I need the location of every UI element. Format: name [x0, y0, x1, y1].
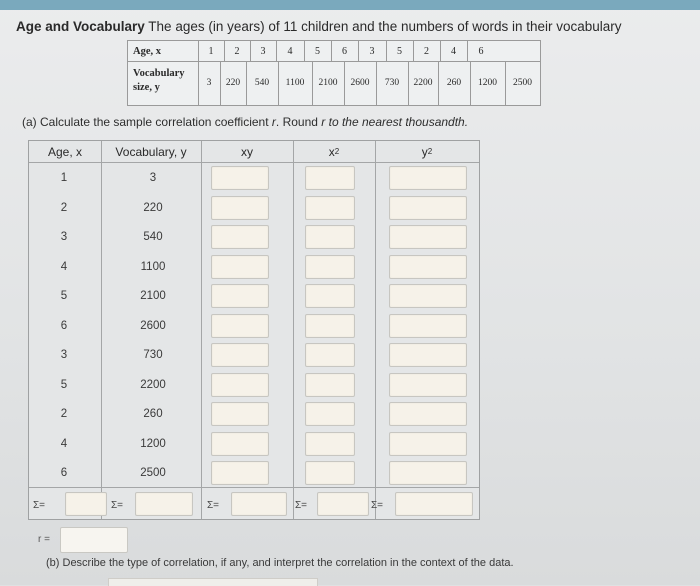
- vocab-cell: 1200: [140, 437, 166, 450]
- r-label: r =: [38, 534, 50, 545]
- vocab-cell: 2600: [140, 319, 166, 332]
- age-row-label: Age, x: [133, 46, 161, 57]
- age-cell: 1: [60, 172, 68, 184]
- age-value: 2: [424, 46, 429, 57]
- sum-y-squared-label: Σ=: [371, 500, 384, 511]
- age-cell: 4: [60, 437, 68, 450]
- sum-x-input[interactable]: [65, 492, 107, 516]
- sum-y-input[interactable]: [135, 492, 193, 516]
- col-divider: [101, 141, 102, 519]
- vocab-row-label-line2: size, y: [133, 82, 160, 93]
- vocab-cell: 220: [143, 201, 163, 214]
- age-value: 1: [208, 46, 214, 57]
- age-cell: 6: [60, 319, 68, 332]
- top-bar: [0, 0, 700, 10]
- vocab-cell: 2200: [140, 378, 166, 391]
- x-squared-input[interactable]: [305, 373, 355, 397]
- sum-y-label: Σ=: [111, 500, 124, 511]
- age-cell: 5: [60, 290, 68, 302]
- age-cell: 2: [60, 201, 68, 214]
- sum-xy-input[interactable]: [231, 492, 287, 516]
- y-squared-input[interactable]: [389, 373, 467, 397]
- vocab-value: 2200: [413, 78, 433, 88]
- vocab-cell: 1100: [140, 260, 166, 273]
- vocab-value: 2100: [318, 78, 338, 88]
- y-squared-input[interactable]: [389, 314, 467, 338]
- xy-input[interactable]: [211, 196, 269, 220]
- work-table: [28, 140, 480, 520]
- y-squared-input[interactable]: [389, 225, 467, 249]
- xy-input[interactable]: [211, 343, 269, 367]
- vocab-value: 540: [254, 78, 270, 88]
- y-squared-input[interactable]: [389, 461, 467, 485]
- question-a-prefix: (a) Calculate the sample correlation coefficient: [22, 115, 272, 129]
- age-value: 3: [369, 46, 375, 57]
- vocab-cell: 3: [149, 172, 157, 184]
- vocab-value: 2600: [350, 78, 370, 88]
- vocab-value: 2500: [513, 78, 532, 88]
- header-xy: xy: [241, 144, 253, 159]
- question-a-r2: r: [321, 115, 326, 129]
- header-vocabulary: Vocabulary, y: [115, 144, 187, 159]
- vocab-value: 1200: [478, 78, 497, 88]
- header-x-squared: [293, 141, 375, 162]
- xy-input[interactable]: [211, 166, 269, 190]
- age-cell: 4: [60, 260, 68, 273]
- question-a-suffix: to the nearest thousandth.: [325, 115, 469, 129]
- sum-x-squared-label: Σ=: [295, 500, 308, 511]
- vocab-value: 3: [206, 78, 212, 88]
- question-a-r: r: [271, 115, 276, 129]
- xy-input[interactable]: [211, 373, 269, 397]
- xy-input[interactable]: [211, 284, 269, 308]
- header-x-squared-base: x: [328, 144, 335, 159]
- x-squared-input[interactable]: [305, 461, 355, 485]
- x-squared-input[interactable]: [305, 225, 355, 249]
- x-squared-input[interactable]: [305, 196, 355, 220]
- age-cell: 3: [60, 349, 68, 361]
- x-squared-input[interactable]: [305, 343, 355, 367]
- r-input[interactable]: [60, 527, 128, 553]
- header-y-squared-exp: 2: [427, 147, 433, 156]
- xy-input[interactable]: [211, 461, 269, 485]
- vocab-cell: 540: [143, 231, 163, 243]
- x-squared-input[interactable]: [305, 432, 355, 456]
- age-value: 6: [478, 46, 484, 57]
- vocab-cell: 260: [143, 408, 163, 420]
- xy-input[interactable]: [211, 402, 269, 426]
- given-data-table: [127, 40, 541, 106]
- age-value: 4: [451, 46, 456, 57]
- y-squared-input[interactable]: [389, 196, 467, 220]
- age-cell: 5: [60, 378, 68, 391]
- problem-title: [16, 19, 622, 34]
- vocab-value: 260: [446, 78, 462, 88]
- age-cell: 3: [60, 231, 68, 243]
- sum-divider: [29, 487, 479, 488]
- sum-x-label: Σ=: [33, 500, 46, 511]
- sum-xy-label: Σ=: [207, 500, 220, 511]
- y-squared-input[interactable]: [389, 343, 467, 367]
- vocab-cell: 730: [143, 349, 163, 361]
- y-squared-input[interactable]: [389, 402, 467, 426]
- age-cell: 2: [60, 408, 68, 420]
- y-squared-input[interactable]: [389, 432, 467, 456]
- xy-input[interactable]: [211, 255, 269, 279]
- header-x-squared-exp: 2: [334, 147, 340, 156]
- age-value: 5: [397, 46, 402, 57]
- age-value: 4: [287, 46, 293, 57]
- x-squared-input[interactable]: [305, 166, 355, 190]
- x-squared-input[interactable]: [305, 402, 355, 426]
- age-value: 6: [342, 46, 347, 57]
- x-squared-input[interactable]: [305, 314, 355, 338]
- row-divider: [128, 61, 540, 62]
- col-divider: [201, 141, 202, 519]
- x-squared-input[interactable]: [305, 284, 355, 308]
- header-divider: [29, 162, 479, 163]
- age-cell: 6: [60, 467, 68, 479]
- vocab-row-label-line1: Vocabulary: [133, 68, 185, 79]
- age-value: 3: [260, 46, 266, 57]
- vocab-cell: 2500: [140, 467, 166, 479]
- question-a-mid: . Round: [275, 115, 322, 129]
- age-value: 2: [234, 46, 240, 57]
- vocab-cell: 2100: [140, 290, 166, 302]
- vocab-value: 220: [225, 78, 241, 88]
- col-divider: [293, 141, 294, 519]
- x-squared-input[interactable]: [305, 255, 355, 279]
- col-divider: [375, 141, 376, 519]
- age-value: 5: [315, 46, 320, 57]
- question-b: (b) Describe the type of correlation, if any, and interpret the correlation in the context of the data.: [46, 557, 514, 569]
- problem-title-text: The ages (in years) of 11 children and the numbers of words in their vocabulary: [144, 19, 622, 34]
- header-y-squared: [375, 141, 479, 162]
- sum-x-squared-input[interactable]: [317, 492, 369, 516]
- y-squared-input[interactable]: [389, 284, 467, 308]
- sum-y-squared-input[interactable]: [395, 492, 473, 516]
- y-squared-input[interactable]: [389, 166, 467, 190]
- xy-input[interactable]: [211, 225, 269, 249]
- problem-title-bold: Age and Vocabulary: [16, 19, 145, 34]
- header-age: Age, x: [47, 144, 83, 159]
- question-a: [22, 115, 468, 129]
- xy-input[interactable]: [211, 432, 269, 456]
- header-y-squared-base: y: [421, 144, 428, 159]
- vocab-value: 730: [384, 78, 400, 88]
- vocab-value: 1100: [285, 78, 305, 88]
- xy-input[interactable]: [211, 314, 269, 338]
- y-squared-input[interactable]: [389, 255, 467, 279]
